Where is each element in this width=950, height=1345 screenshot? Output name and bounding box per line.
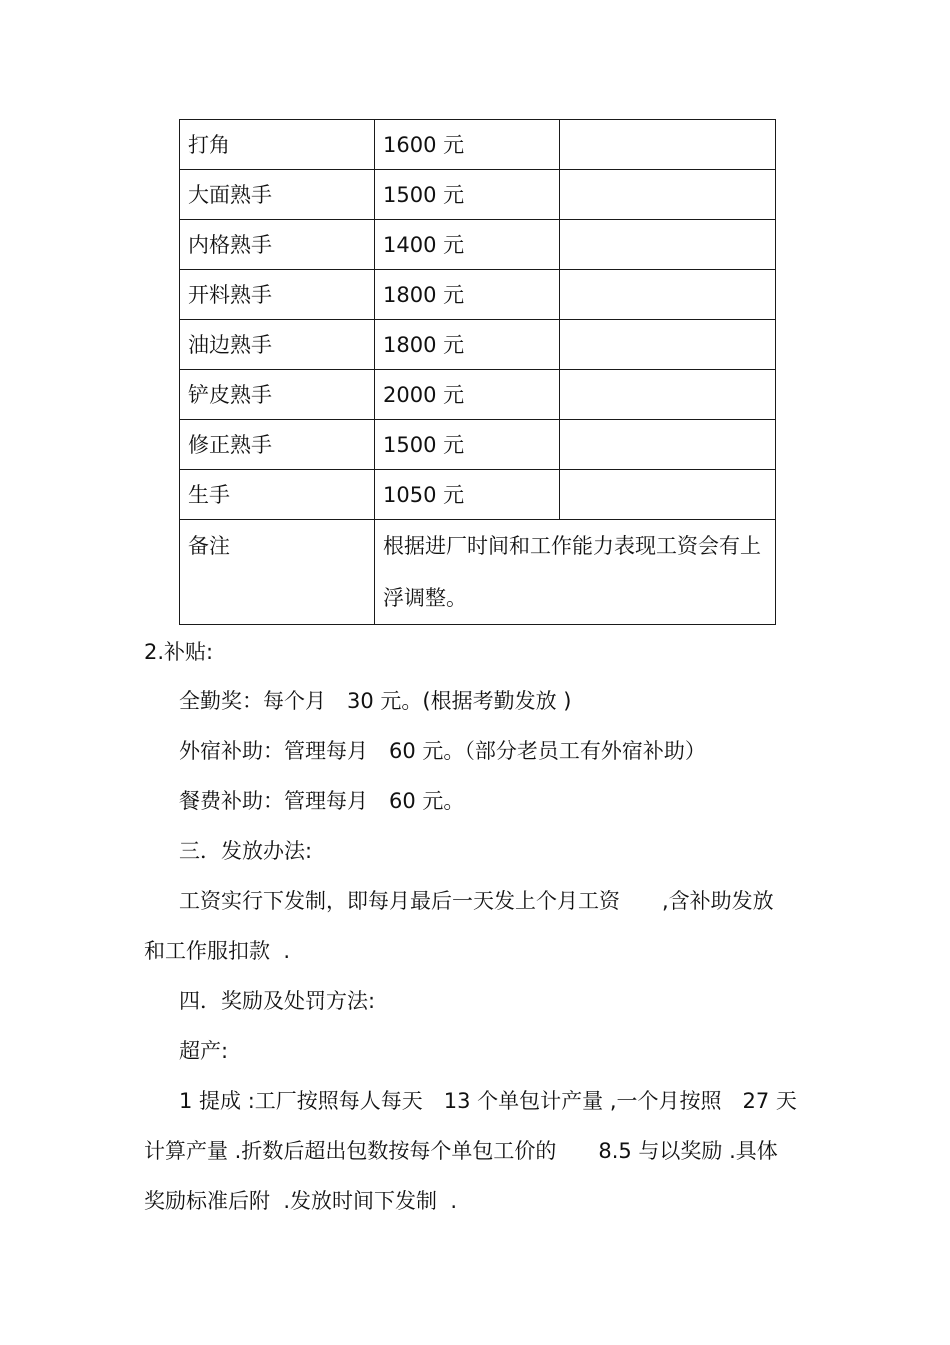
wage-cell: 2000 元 [375,370,560,420]
position-cell: 大面熟手 [180,170,375,220]
table-row [180,320,776,370]
wage-cell: 1800 元 [375,270,560,320]
reward-heading: 四．奖励及处罚方法: [179,989,376,1013]
remarks-text: 根据进厂时间和工作能力表现工资会有上浮调整。 [375,520,776,625]
position-cell: 油边熟手 [180,320,375,370]
table-row [180,220,776,270]
payment-method-heading: 三．发放办法: [179,839,313,863]
table-row [180,370,776,420]
wage-cell: 1600 元 [375,120,560,170]
payment-text-line: 工资实行下发制，即每月最后一天发上个月工资 ,含补助发放 [179,889,774,913]
note-cell [560,120,776,170]
wage-cell: 1500 元 [375,170,560,220]
table-row [180,470,776,520]
wage-cell: 1500 元 [375,420,560,470]
meal-subsidy-line: 餐费补助：管理每月 60 元。 [179,789,465,813]
position-cell: 生手 [180,470,375,520]
table-row [180,270,776,320]
note-cell [560,320,776,370]
table-row [180,120,776,170]
wage-cell: 1050 元 [375,470,560,520]
note-cell [560,370,776,420]
position-cell: 打角 [180,120,375,170]
table-row [180,170,776,220]
position-cell: 修正熟手 [180,420,375,470]
position-cell: 铲皮熟手 [180,370,375,420]
subsidy-heading: 2.补贴: [144,640,214,664]
note-cell [560,170,776,220]
commission-text-line: 1 提成 :工厂按照每人每天 13 个单包计产量 ,一个月按照 27 天 [179,1089,797,1113]
position-cell: 内格熟手 [180,220,375,270]
wage-cell: 1400 元 [375,220,560,270]
note-cell [560,470,776,520]
commission-text-line: 奖励标准后附 .发放时间下发制 . [144,1189,458,1213]
position-cell: 开料熟手 [180,270,375,320]
payment-text-line: 和工作服扣款 . [144,939,291,963]
table-row [180,420,776,470]
wage-cell: 1800 元 [375,320,560,370]
overproduction-label: 超产: [179,1039,229,1063]
lodging-subsidy-line: 外宿补助：管理每月 60 元。（部分老员工有外宿补助） [179,739,706,763]
remarks-row [180,520,776,625]
attendance-bonus-line: 全勤奖：每个月 30 元。(根据考勤发放 ) [179,689,572,713]
commission-text-line: 计算产量 .折数后超出包数按每个单包工价的 8.5 与以奖励 .具体 [144,1139,778,1163]
wage-table [179,119,776,625]
remarks-label: 备注 [180,520,375,625]
note-cell [560,420,776,470]
note-cell [560,220,776,270]
note-cell [560,270,776,320]
